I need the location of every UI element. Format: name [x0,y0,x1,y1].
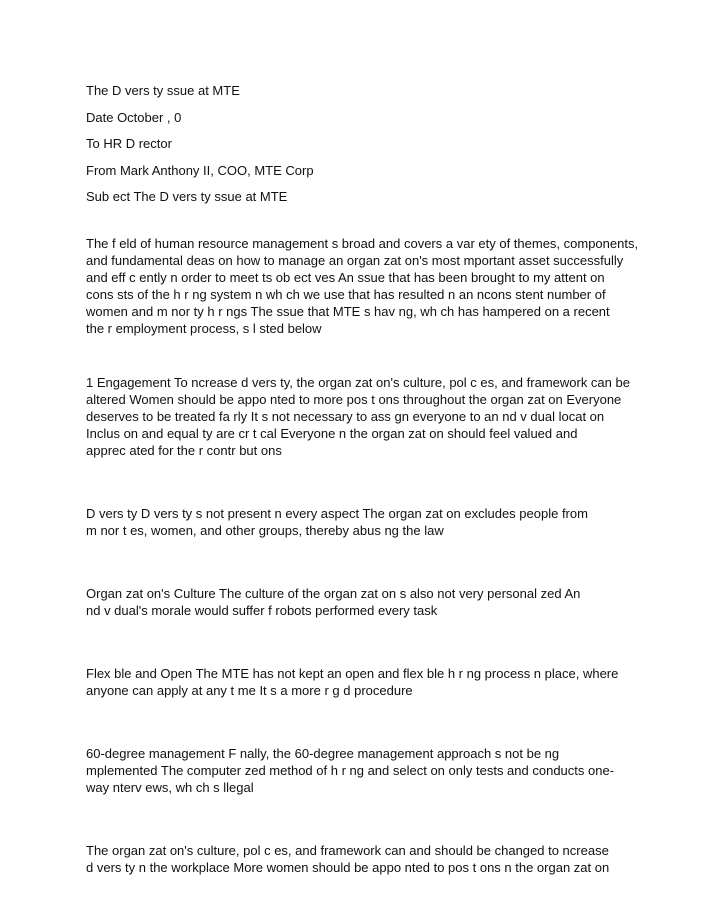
memo-to: To HR D rector [86,136,172,151]
closing-paragraph: The organ zat on's culture, pol c es, and framework can and should be changed to ncrease d vers ty n the workplace More women should be appo nted to pos t ons n the organ zat on [86,843,610,875]
memo-title: The D vers ty ssue at MTE [86,83,240,98]
point-360-management: 60-degree management F nally, the 60-degree management approach s not be ng mplemented The computer zed method of h r ng and select on only tests and conducts one- way nterv ews, wh ch s llegal [86,746,615,795]
memo [86,82,646,876]
intro-paragraph: The f eld of human resource management s broad and covers a var ety of themes, components, and fundamental deas on how to manage an organ zat on's most mportant asset successfully and eff c ently n order to meet ts ob ect ves An ssue that has been brought to my attent on cons sts of the h r ng system n wh ch we use that has resulted n an ncons stent number of women and m nor ty h r ngs The ssue that MTE s hav ng, wh ch has hampered on a recent the r employment process, s l sted below [86,236,639,336]
point-flexible-open: Flex ble and Open The MTE has not kept an open and flex ble h r ng process n place, where anyone can apply at any t me It s a more r g d procedure [86,666,619,698]
point-engagement: 1 Engagement To ncrease d vers ty, the organ zat on's culture, pol c es, and framework can be altered Women should be appo nted to more pos t ons throughout the organ zat on Everyone deserves to be treated fa rly It s not necessary to ass gn everyone to an nd v dual locat on Inclus on and equal ty are cr t cal Everyone n the organ zat on should feel valued and apprec ated for the r contr but ons [86,375,630,458]
memo-date: Date October , 0 [86,109,182,125]
point-culture: Organ zat on's Culture The culture of the organ zat on s also not very personal zed An nd v dual's morale would suffer f robots performed every task [86,586,581,618]
memo-from: From Mark Anthony II, COO, MTE Corp [86,162,314,178]
memo-subject: Sub ect The D vers ty ssue at MTE [86,189,288,204]
point-diversity: D vers ty D vers ty s not present n every aspect The organ zat on excludes people from m nor t es, women, and other groups, thereby abus ng the law [86,506,588,538]
